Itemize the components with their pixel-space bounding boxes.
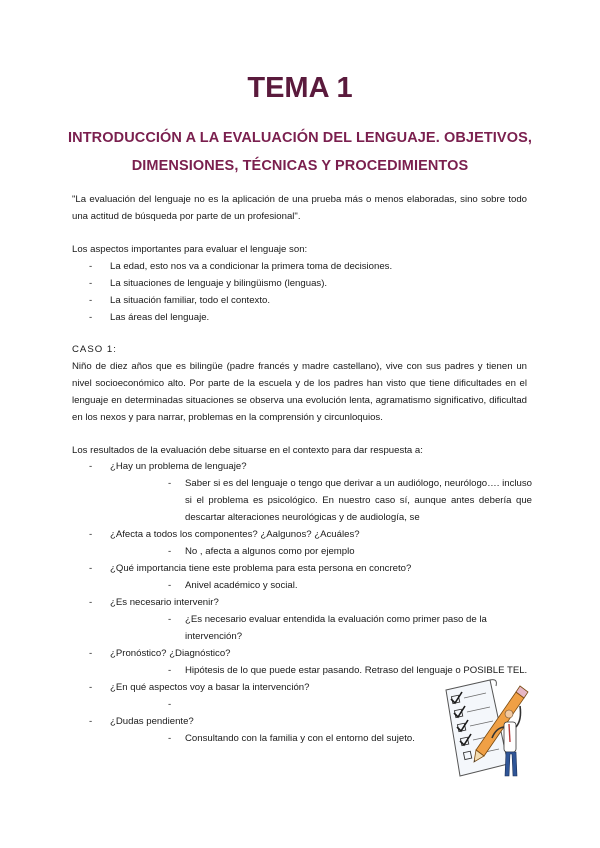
- question-text: ¿Es necesario intervenir?: [110, 597, 219, 608]
- question-item: [72, 560, 532, 594]
- aspect-text: La situaciones de lenguaje y bilingüismo (lenguas).: [110, 278, 328, 289]
- dash-bullet: -: [89, 563, 93, 574]
- list-item: [72, 258, 532, 275]
- answer-text: Hipótesis de lo que puede estar pasando. Retraso del lenguaje o POSIBLE TEL.: [185, 665, 528, 676]
- case-label: [72, 341, 527, 358]
- answer-item: [110, 543, 532, 560]
- dash-bullet: -: [89, 682, 93, 693]
- answer-text: Consultando con la familia y con el entorno del sujeto.: [185, 733, 415, 744]
- dash-bullet: -: [168, 733, 172, 744]
- dash-bullet: -: [168, 699, 172, 710]
- aspects-list: [72, 258, 532, 326]
- dash-bullet: -: [89, 278, 93, 289]
- question-text: ¿Dudas pendiente?: [110, 716, 194, 727]
- question-item: [72, 526, 532, 560]
- subtitle-line-1: INTRODUCCIÓN A LA EVALUACIÓN DEL LENGUAJE. OBJETIVOS,: [68, 130, 532, 146]
- answer-item: [110, 611, 532, 645]
- question-text: ¿Afecta a todos los componentes? ¿Aalgunos? ¿Acuáles?: [110, 529, 360, 540]
- aspects-intro: Los aspectos importantes para evaluar el lenguaje son:: [72, 244, 308, 255]
- dash-bullet: -: [89, 716, 93, 727]
- dash-bullet: -: [168, 614, 172, 625]
- question-item: [72, 594, 532, 645]
- dash-bullet: -: [89, 261, 93, 272]
- dash-bullet: -: [89, 295, 93, 306]
- answer-text: Anivel académico y social.: [185, 580, 298, 591]
- aspect-text: Las áreas del lenguaje.: [110, 312, 210, 323]
- quote-paragraph: "La evaluación del lenguaje no es la aplicación de una prueba más o menos elaboradas, sino sobre todo una actitud de búsqueda por parte de un profesional".: [72, 194, 527, 222]
- checklist-pencil-illustration: [432, 672, 532, 782]
- subtitle-line-2: DIMENSIONES, TÉCNICAS Y PROCEDIMIENTOS: [131, 158, 469, 174]
- dash-bullet: -: [89, 312, 93, 323]
- list-item: [72, 309, 532, 326]
- answer-item: [110, 475, 532, 526]
- question-text: ¿Pronóstico? ¿Diagnóstico?: [110, 648, 231, 659]
- dash-bullet: -: [168, 665, 172, 676]
- list-item: [72, 275, 532, 292]
- question-text: ¿En qué aspectos voy a basar la intervención?: [110, 682, 310, 693]
- results-intro: Los resultados de la evaluación debe situarse en el contexto para dar respuesta a:: [72, 445, 423, 456]
- question-item: [72, 458, 532, 526]
- answer-text: No , afecta a algunos como por ejemplo: [185, 546, 355, 557]
- list-item: [72, 292, 532, 309]
- dash-bullet: -: [89, 648, 93, 659]
- dash-bullet: -: [168, 580, 172, 591]
- page-title: TEMA 1: [247, 72, 353, 104]
- dash-bullet: -: [89, 529, 93, 540]
- answer-item: [110, 577, 532, 594]
- dash-bullet: -: [89, 597, 93, 608]
- answer-text: ¿Es necesario evaluar entendida la evaluación como primer paso de la intervención?: [185, 614, 487, 642]
- dash-bullet: -: [168, 478, 172, 489]
- aspect-text: La situación familiar, todo el contexto.: [110, 295, 270, 306]
- case-paragraph: Niño de diez años que es bilingüe (padre francés y madre castellano), vive con sus padres y tienen un nivel socioeconómico alto. Por parte de la escuela y de los padres han visto que tiene dificultades en el lenguaje en determinadas situaciones se observa una evolución lenta, agramatismo significativo, dificultad en los nexos y para narrar, problemas en la comprensión y circunloquios.: [72, 361, 527, 423]
- question-text: ¿Hay un problema de lenguaje?: [110, 461, 247, 472]
- dash-bullet: -: [89, 461, 93, 472]
- page-subtitle: [60, 124, 540, 180]
- case-label-text: CASO 1:: [72, 344, 117, 355]
- answer-text: Saber si es del lenguaje o tengo que derivar a un audiólogo, neurólogo…. incluso si el problema es psicológico. En nuestro caso sí, aunque antes debería que descartar alteraciones neurológicas y de audiología, se: [185, 478, 532, 523]
- question-text: ¿Qué importancia tiene este problema para esta persona en concreto?: [110, 563, 412, 574]
- aspect-text: La edad, esto nos va a condicionar la primera toma de decisiones.: [110, 261, 393, 272]
- dash-bullet: -: [168, 546, 172, 557]
